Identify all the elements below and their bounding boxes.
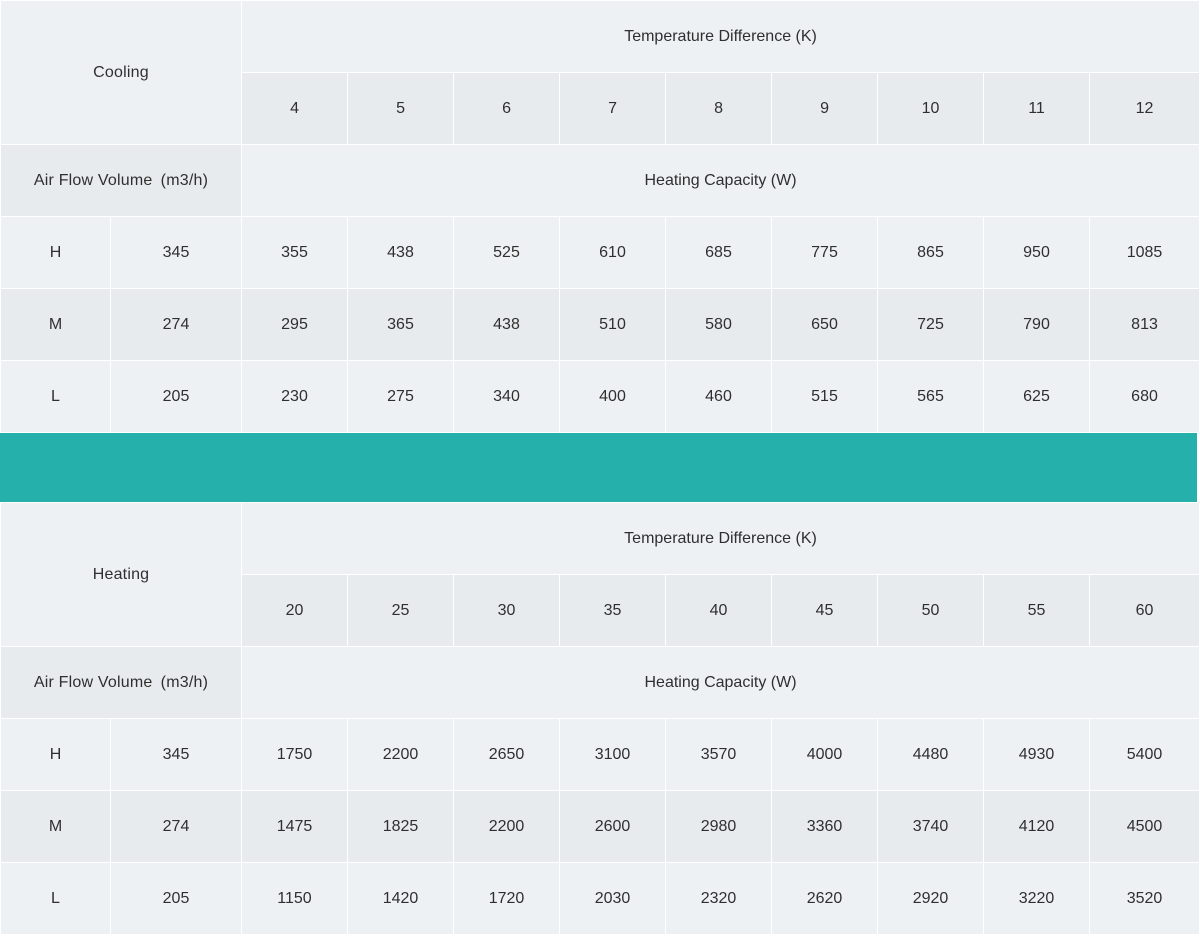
cooling-temp-value: 5: [348, 73, 454, 145]
cooling-air-flow-value: 274: [111, 289, 242, 361]
cooling-capacity-value: 725: [878, 289, 984, 361]
heating-capacity-value: 3740: [878, 791, 984, 863]
cooling-capacity-value: 230: [242, 361, 348, 433]
heating-capacity-value: 2030: [560, 863, 666, 935]
cooling-capacity-value: 650: [772, 289, 878, 361]
table-row: [1, 791, 1200, 863]
cooling-capacity-value: 625: [984, 361, 1090, 433]
cooling-capacity-value: 460: [666, 361, 772, 433]
heating-air-flow-volume-label: Air Flow Volume (m3/h): [1, 647, 242, 719]
heating-capacity-value: 1150: [242, 863, 348, 935]
heating-capacity-value: 2920: [878, 863, 984, 935]
heating-temp-value: 45: [772, 575, 878, 647]
heating-subheader-row: [1, 647, 1200, 719]
cooling-capacity-value: 525: [454, 217, 560, 289]
heating-capacity-value: 3570: [666, 719, 772, 791]
heating-temp-value: 40: [666, 575, 772, 647]
cooling-mode-label: Cooling: [1, 1, 242, 145]
heating-capacity-value: 1825: [348, 791, 454, 863]
heating-temp-value: 60: [1090, 575, 1200, 647]
cooling-capacity-label: Heating Capacity (W): [242, 145, 1200, 217]
heating-table: [0, 502, 1200, 935]
heating-capacity-value: 2650: [454, 719, 560, 791]
heating-capacity-value: 2980: [666, 791, 772, 863]
heating-capacity-value: 4480: [878, 719, 984, 791]
heating-capacity-value: 1720: [454, 863, 560, 935]
heating-capacity-value: 2620: [772, 863, 878, 935]
cooling-fan-speed: H: [1, 217, 111, 289]
cooling-capacity-value: 438: [454, 289, 560, 361]
cooling-capacity-value: 340: [454, 361, 560, 433]
cooling-capacity-value: 565: [878, 361, 984, 433]
heating-capacity-value: 3220: [984, 863, 1090, 935]
cooling-capacity-value: 685: [666, 217, 772, 289]
heating-fan-speed: L: [1, 863, 111, 935]
cooling-air-flow-volume-label: Air Flow Volume (m3/h): [1, 145, 242, 217]
heating-temp-value: 55: [984, 575, 1090, 647]
cooling-temp-value: 12: [1090, 73, 1200, 145]
cooling-capacity-value: 865: [878, 217, 984, 289]
cooling-temp-value: 8: [666, 73, 772, 145]
heating-mode-label: Heating: [1, 503, 242, 647]
table-row: [1, 289, 1200, 361]
heating-temp-value: 50: [878, 575, 984, 647]
cooling-capacity-value: 775: [772, 217, 878, 289]
heating-capacity-value: 2200: [454, 791, 560, 863]
heating-capacity-value: 3360: [772, 791, 878, 863]
cooling-temp-value: 9: [772, 73, 878, 145]
cooling-capacity-value: 813: [1090, 289, 1200, 361]
cooling-header-row-1: [1, 1, 1200, 73]
cooling-air-flow-value: 345: [111, 217, 242, 289]
heating-temp-value: 25: [348, 575, 454, 647]
cooling-capacity-value: 275: [348, 361, 454, 433]
table-row: [1, 719, 1200, 791]
cooling-temp-value: 10: [878, 73, 984, 145]
heating-capacity-value: 2320: [666, 863, 772, 935]
cooling-capacity-value: 515: [772, 361, 878, 433]
cooling-fan-speed: L: [1, 361, 111, 433]
heating-capacity-value: 3100: [560, 719, 666, 791]
cooling-fan-speed: M: [1, 289, 111, 361]
heating-capacity-label: Heating Capacity (W): [242, 647, 1200, 719]
cooling-temp-value: 4: [242, 73, 348, 145]
cooling-temp-value: 7: [560, 73, 666, 145]
cooling-temp-value: 11: [984, 73, 1090, 145]
cooling-capacity-value: 295: [242, 289, 348, 361]
heating-fan-speed: H: [1, 719, 111, 791]
heating-temp-difference-header: Temperature Difference (K): [242, 503, 1200, 575]
heating-temp-value: 35: [560, 575, 666, 647]
heating-capacity-value: 4500: [1090, 791, 1200, 863]
heating-capacity-value: 3520: [1090, 863, 1200, 935]
cooling-capacity-value: 790: [984, 289, 1090, 361]
heating-capacity-value: 4930: [984, 719, 1090, 791]
cooling-capacity-value: 950: [984, 217, 1090, 289]
cooling-temp-difference-header: Temperature Difference (K): [242, 1, 1200, 73]
heating-capacity-value: 4000: [772, 719, 878, 791]
cooling-subheader-row: [1, 145, 1200, 217]
heating-capacity-value: 4120: [984, 791, 1090, 863]
cooling-capacity-value: 400: [560, 361, 666, 433]
cooling-capacity-value: 355: [242, 217, 348, 289]
cooling-capacity-value: 510: [560, 289, 666, 361]
heating-temp-value: 30: [454, 575, 560, 647]
cooling-air-flow-value: 205: [111, 361, 242, 433]
cooling-capacity-value: 365: [348, 289, 454, 361]
heating-header-row-1: [1, 503, 1200, 575]
cooling-capacity-value: 438: [348, 217, 454, 289]
heating-capacity-value: 1475: [242, 791, 348, 863]
heating-capacity-value: 1420: [348, 863, 454, 935]
table-row: [1, 361, 1200, 433]
cooling-temp-value: 6: [454, 73, 560, 145]
heating-capacity-value: 2600: [560, 791, 666, 863]
heating-temp-value: 20: [242, 575, 348, 647]
cooling-table: [0, 0, 1200, 433]
heating-air-flow-value: 205: [111, 863, 242, 935]
heating-capacity-value: 1750: [242, 719, 348, 791]
section-divider-band: [0, 433, 1197, 502]
heating-capacity-value: 2200: [348, 719, 454, 791]
table-row: [1, 863, 1200, 935]
heating-air-flow-value: 274: [111, 791, 242, 863]
heating-fan-speed: M: [1, 791, 111, 863]
heating-air-flow-value: 345: [111, 719, 242, 791]
cooling-capacity-value: 680: [1090, 361, 1200, 433]
cooling-capacity-value: 610: [560, 217, 666, 289]
cooling-capacity-value: 1085: [1090, 217, 1200, 289]
table-row: [1, 217, 1200, 289]
heating-capacity-value: 5400: [1090, 719, 1200, 791]
cooling-capacity-value: 580: [666, 289, 772, 361]
